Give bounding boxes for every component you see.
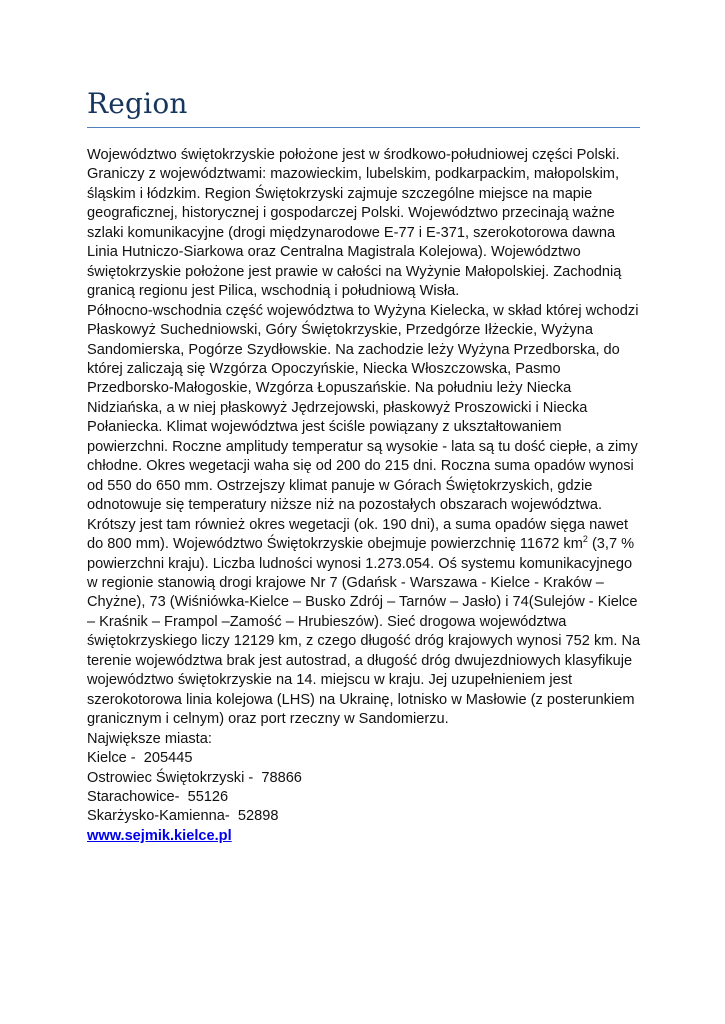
superscript-exponent: 2 xyxy=(582,534,588,545)
paragraph-intro: Województwo świętokrzyskie położone jest w środkowo-południowej części Polski. Graniczy z województwami: mazowieckim, lubelskim, podkarpackim, małopolskim, śląskim i łódzkim. Region Świętokrzyski zajmuje szczególne miejsce na mapie geograficznej, historycznej i gospodarczej Polski. Województwo przecinają ważne szlaki komunikacyjne (drogi międzynarodowe E-77 i E-371, szerokotorowa dawna Linia Hutniczo-Siarkowa oraz Centralna Magistrala Kolejowa). Województwo świętokrzyskie położone jest prawie w całości na Wyżynie Małopolskiej. Zachodnią granicą regionu jest Pilica, wschodnią i południową Wisła. xyxy=(87,147,622,300)
title-underline-divider xyxy=(87,127,640,128)
list-item: Skarżysko-Kamienna- 52898 xyxy=(87,808,279,825)
page-title: Region xyxy=(87,87,188,120)
paragraph-text-part: (3,7 % powierzchni kraju). Liczba ludności wynosi 1.273.054. Oś systemu komunikacyjnego w regionie stanowią drogi krajowe Nr 7 (Gdańsk - Warszawa - Kielce - Kraków – Chyżne), 73 (Wiśniówka-Kielce – Busko Zdrój – Tarnów – Jasło) i 74(Sulejów - Kielce – Kraśnik – Frampol –Zamość – Hrubieszów). Sieć drogowa województwa świętokrzyskiego liczy 12129 km, z czego długość dróg krajowych wynosi 752 km. Na terenie województwa brak jest autostrad, a długość dróg dwujezdniowych klasyfikuje województwo świętokrzyskie na 14. miejscu w kraju. Jej uzupełnieniem jest szerokotorowa linia kolejowa (LHS) na Ukrainę, lotnisko w Masłowie (z posterunkiem granicznym i celnym) oraz port rzeczny w Sandomierzu. xyxy=(87,536,641,728)
list-item: Ostrowiec Świętokrzyski - 78866 xyxy=(87,769,302,786)
paragraph-geography-climate xyxy=(87,302,645,730)
list-item: Kielce - 205445 xyxy=(87,750,193,767)
paragraph-text-part: Północno-wschodnia część województwa to Wyżyna Kielecka, w skład której wchodzi Płaskowyż Suchedniowski, Góry Świętokrzyskie, Przedgórze Iłżeckie, Wyżyna Sandomierska, Pogórze Szydłowskie. Na zachodzie leży Wyżyna Przedborska, do której zaliczają się Wzgórza Opoczyńskie, Niecka Włoszczowska, Pasmo Przedborsko-Małogoskie, Wzgórza Łopuszańskie. Na południu leży Niecka Nidziańska, a w niej płaskowyż Jędrzejowski, płaskowyż Proszowicki i Niecka Połaniecka. Klimat województwa jest ściśle powiązany z ukształtowaniem powierzchni. Roczne amplitudy temperatur są wysokie - lata są tu dość ciepłe, a zimy chłodne. Okres wegetacji waha się od 200 do 215 dni. Roczna suma opadów wynosi od 550 do 650 mm. Ostrzejszy klimat panuje w Górach Świętokrzyskich, gdzie odnotowuje się temperatury niższe niż na pozostałych obszarach województwa. Krótszy jest tam również okres wegetacji (ok. 190 dni), a suma opadów sięga nawet do 800 mm). Województwo Świętokrzyskie obejmuje powierzchnię 11672 km xyxy=(87,302,639,553)
cities-list xyxy=(87,749,645,827)
link-row xyxy=(87,827,645,846)
list-item: Starachowice- 55126 xyxy=(87,788,229,805)
cities-heading: Największe miasta: xyxy=(87,730,212,747)
document-body xyxy=(87,146,645,846)
sejmik-website-link[interactable]: www.sejmik.kielce.pl xyxy=(87,827,232,844)
